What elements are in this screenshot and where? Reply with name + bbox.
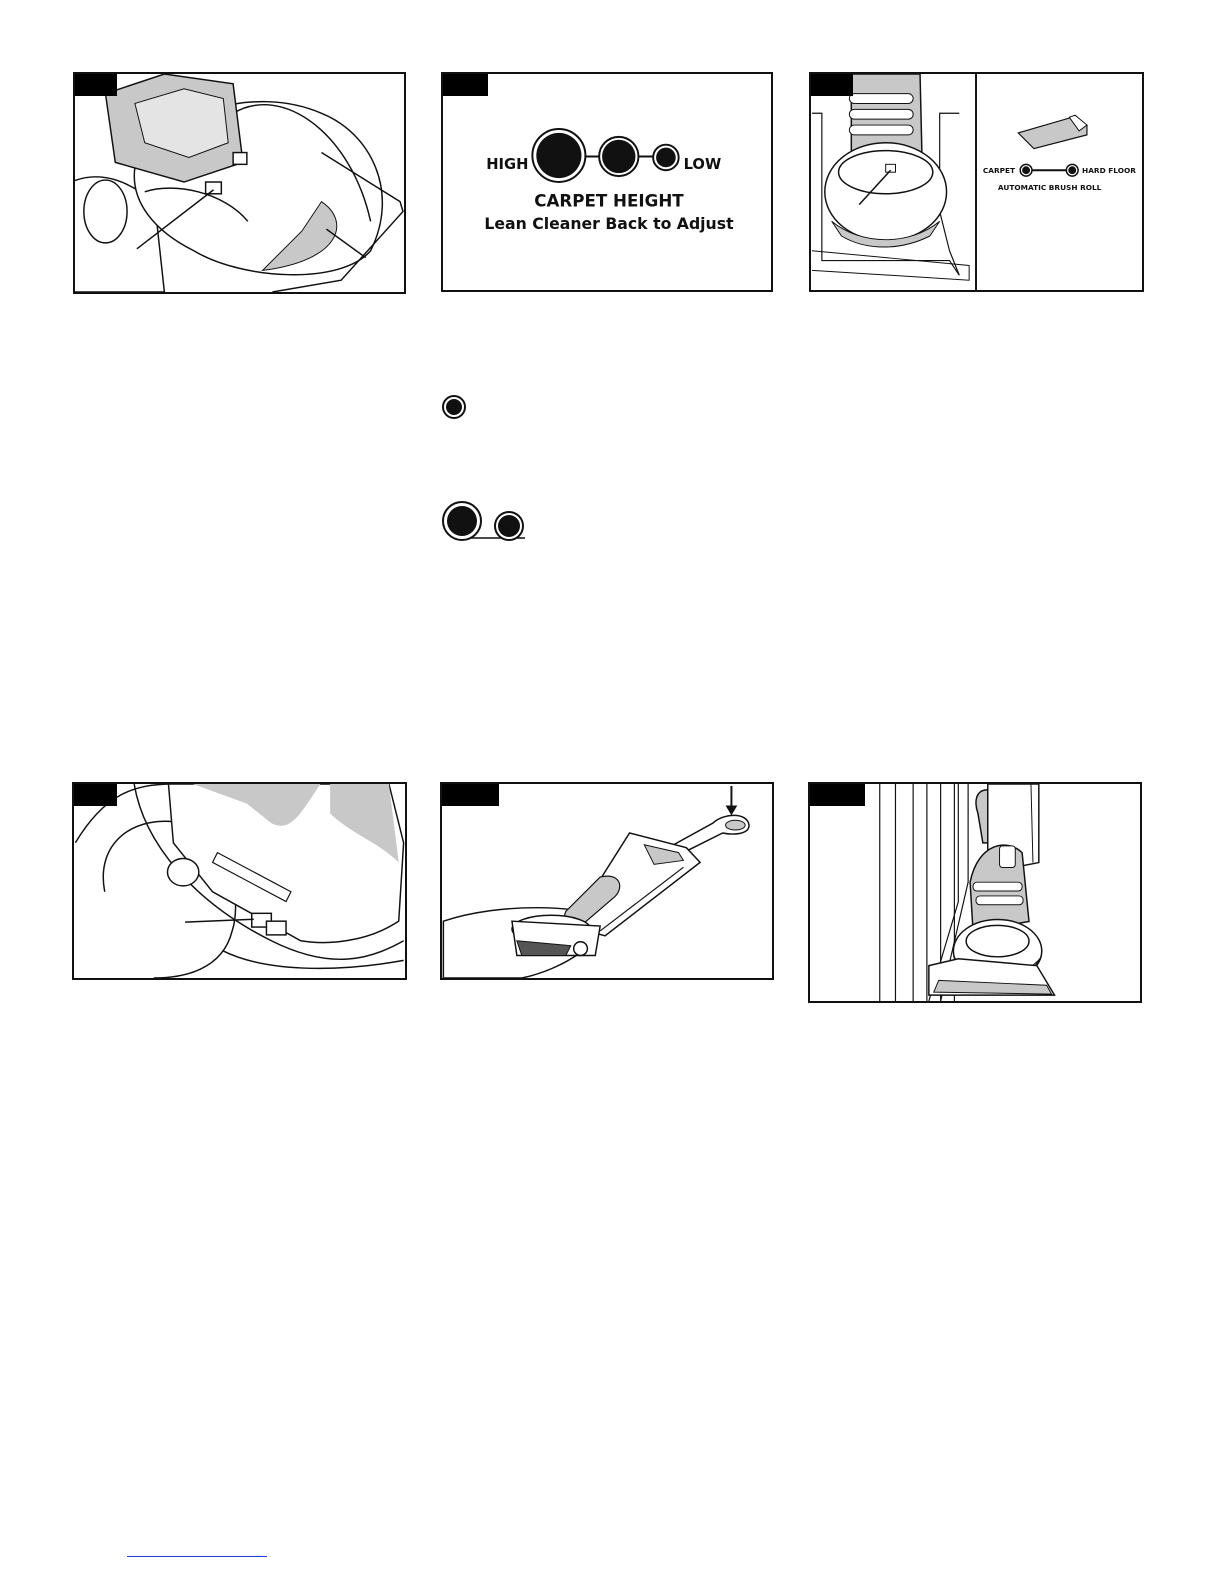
figure-number-tab (75, 74, 117, 96)
figure-panel-upright (808, 782, 1142, 1003)
figure-number-tab (74, 784, 117, 806)
figure-number-tab (811, 74, 853, 96)
low-label: LOW (683, 156, 722, 174)
figure-panel-handle-latch (73, 72, 406, 294)
figure-number-tab (443, 74, 488, 96)
vacuum-upright-illustration (810, 784, 1140, 1001)
vacuum-recline-illustration (442, 784, 772, 978)
figure-number-tab (810, 784, 865, 806)
figure-number-tab (442, 784, 499, 806)
carpet-label: CARPET (982, 166, 1016, 176)
hard-floor-label: HARD FLOOR (1082, 166, 1136, 176)
carpet-height-subtitle: Lean Cleaner Back to Adjust (484, 214, 734, 234)
double-dot-icon (441, 500, 531, 545)
carpet-height-title: CARPET HEIGHT (534, 191, 684, 211)
brush-switch-illustration (811, 74, 1142, 290)
figure-panel-recline (440, 782, 774, 980)
high-label: HIGH (486, 156, 529, 174)
figure-panel-power-switch (72, 782, 407, 980)
carpet-height-indicator (443, 74, 771, 290)
vacuum-latch-illustration (75, 74, 404, 292)
power-switch-illustration (74, 784, 405, 978)
automatic-brush-roll-caption: AUTOMATIC BRUSH ROLL (997, 182, 1102, 192)
figure-panel-brush-switch (809, 72, 1144, 292)
figure-panel-carpet-height (441, 72, 773, 292)
single-dot-icon (441, 394, 471, 424)
footer-link-underline[interactable] (127, 1556, 267, 1557)
